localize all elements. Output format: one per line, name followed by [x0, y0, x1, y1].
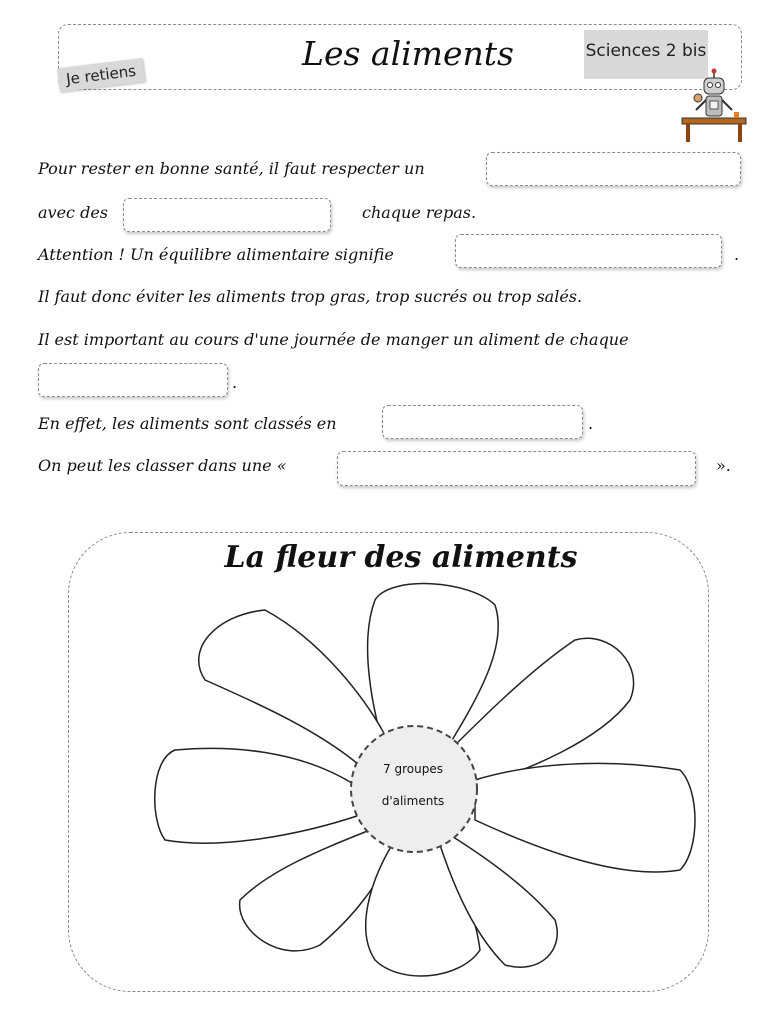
text-line-7: On peut les classer dans une « [38, 456, 287, 475]
petal-left [155, 748, 360, 843]
text-line-3: Attention ! Un équilibre alimentaire signifie [38, 245, 394, 264]
text-line-6: En effet, les aliments sont classés en [38, 414, 337, 433]
closing-quote: ». [716, 456, 731, 475]
text-line-4: Il faut donc éviter les aliments trop gras, trop sucrés ou trop salés. [38, 287, 583, 306]
flower-title: La fleur des aliments [224, 540, 578, 575]
petal-right [475, 763, 695, 872]
period-3: . [734, 245, 740, 264]
subject-label: Sciences 2 bis [584, 30, 708, 79]
text-line-2b: chaque repas. [362, 203, 477, 222]
je-retiens-tag: Je retiens [57, 58, 145, 92]
period-6: . [588, 414, 594, 433]
center-label-line-1: 7 groupes [383, 762, 443, 776]
text-line-1: Pour rester en bonne santé, il faut respecter un [38, 159, 425, 178]
text-line-2a: avec des [38, 203, 109, 222]
flower-center [351, 726, 477, 852]
petal-upper-left [199, 610, 395, 770]
center-label-line-2: d'aliments [381, 794, 445, 808]
page-title: Les aliments [302, 34, 514, 73]
period-5: . [232, 373, 238, 392]
text-line-5: Il est important au cours d'une journée de manger un aliment de chaque [38, 330, 629, 349]
